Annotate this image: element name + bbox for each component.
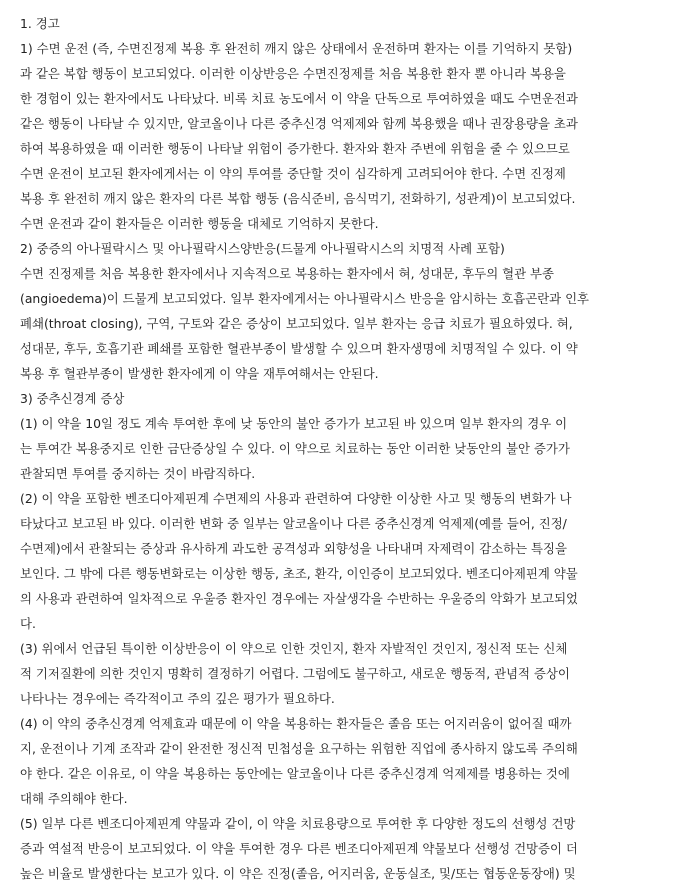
text-line: 과 같은 복합 행동이 보고되었다. 이러한 이상반응은 수면진정제를 처음 복용한 환자 뿐 아니라 복용을 bbox=[20, 66, 566, 81]
text-line: (5) 일부 다른 벤조디아제핀계 약물과 같이, 이 약을 치료용량으로 투여한 후 다양한 정도의 선행성 건망 bbox=[20, 816, 576, 831]
text-line: 는 투여간 복용중지로 인한 금단증상일 수 있다. 이 약으로 치료하는 동안 이러한 낮동안의 불안 증가가 bbox=[20, 441, 570, 456]
text-line: 성대문, 후두, 호흡기관 폐쇄를 포함한 혈관부종이 발생할 수 있으며 환자생명에 치명적일 수 있다. 이 약 bbox=[20, 341, 578, 356]
text-line: 타났다고 보고된 바 있다. 이러한 변화 중 일부는 알코올이나 다른 중추신경계 억제제(예를 들어, 진정/ bbox=[20, 516, 567, 531]
text-line: 1. 경고 bbox=[20, 16, 60, 31]
text-line: 보인다. 그 밖에 다른 행동변화로는 이상한 행동, 초조, 환각, 이인증이 보고되었다. 벤조디아제핀계 약물 bbox=[20, 566, 578, 581]
text-line: 나타나는 경우에는 즉각적이고 주의 깊은 평가가 필요하다. bbox=[20, 691, 335, 706]
text-line: 하여 복용하였을 때 이러한 행동이 나타날 위험이 증가한다. 환자와 환자 주변에 위험을 줄 수 있으므로 bbox=[20, 141, 570, 156]
text-line: 지, 운전이나 기계 조작과 같이 완전한 정신적 민첩성을 요구하는 위험한 직업에 종사하지 않도록 주의해 bbox=[20, 741, 578, 756]
text-line: (2) 이 약을 포함한 벤조디아제핀계 수면제의 사용과 관련하여 다양한 이상한 사고 및 행동의 변화가 나 bbox=[20, 491, 572, 506]
text-line: 증과 역설적 반응이 보고되었다. 이 약을 투여한 경우 다른 벤조디아제핀계 약물보다 선행성 건망증이 더 bbox=[20, 841, 578, 856]
text-line: (4) 이 약의 중추신경계 억제효과 때문에 이 약을 복용하는 환자들은 졸음 또는 어지러움이 없어질 때까 bbox=[20, 716, 572, 731]
text-line: 한 경험이 있는 환자에서도 나타났다. 비록 치료 농도에서 이 약을 단독으로 투여하였을 때도 수면운전과 bbox=[20, 91, 578, 106]
text-line: (angioedema)이 드물게 보고되었다. 일부 환자에게서는 아나필락시스 반응을 암시하는 호흡곤란과 인후 bbox=[20, 291, 590, 306]
text-line: 폐쇄(throat closing), 구역, 구토와 같은 증상이 보고되었다. 일부 환자는 응급 치료가 필요하였다. 혀, bbox=[20, 316, 573, 331]
text-line: 높은 비율로 발생한다는 보고가 있다. 이 약은 진정(졸음, 어지러움, 운동실조, 및/또는 협동운동장애) 및 bbox=[20, 866, 576, 881]
text-line: 관찰되면 투여를 중지하는 것이 바람직하다. bbox=[20, 466, 256, 481]
text-line: 야 한다. 같은 이유로, 이 약을 복용하는 동안에는 알코올이나 다른 중추신경계 억제제를 병용하는 것에 bbox=[20, 766, 570, 781]
text-line: 다. bbox=[20, 616, 36, 631]
text-line: 수면 운전이 보고된 환자에게서는 이 약의 투여를 중단할 것이 심각하게 고려되어야 한다. 수면 진정제 bbox=[20, 166, 566, 181]
text-line: 의 사용과 관련하여 일차적으로 우울증 환자인 경우에는 자살생각을 수반하는 우울증의 악화가 보고되었 bbox=[20, 591, 579, 606]
text-line: 복용 후 혈관부종이 발생한 환자에게 이 약을 재투여해서는 안된다. bbox=[20, 366, 379, 381]
text-line: (1) 이 약을 10일 정도 계속 투여한 후에 낮 동안의 불안 증가가 보고된 바 있으며 일부 환자의 경우 이 bbox=[20, 416, 568, 431]
text-line: 수면제)에서 관찰되는 증상과 유사하게 과도한 공격성과 외향성을 나타내며 자제력이 감소하는 특징을 bbox=[20, 541, 567, 556]
text-line: 대해 주의해야 한다. bbox=[20, 791, 128, 806]
text-line: 3) 중추신경계 증상 bbox=[20, 391, 125, 406]
text-line: 같은 행동이 나타날 수 있지만, 알코올이나 다른 중추신경 억제제와 함께 복용했을 때나 권장용량을 초과 bbox=[20, 116, 578, 131]
text-line: 수면 운전과 같이 환자들은 이러한 행동을 대체로 기억하지 못한다. bbox=[20, 216, 379, 231]
text-line: 1) 수면 운전 (즉, 수면진정제 복용 후 완전히 깨지 않은 상태에서 운전하며 환자는 이를 기억하지 못함) bbox=[20, 41, 573, 56]
text-line: (3) 위에서 언급된 특이한 이상반응이 이 약으로 인한 것인지, 환자 자발적인 것인지, 정신적 또는 신체 bbox=[20, 641, 568, 656]
text-line: 2) 중증의 아나필락시스 및 아나필락시스양반응(드물게 아나필락시스의 치명적 사례 포함) bbox=[20, 241, 505, 256]
text-line: 수면 진정제를 처음 복용한 환자에서나 지속적으로 복용하는 환자에서 혀, 성대문, 후두의 혈관 부종 bbox=[20, 266, 554, 281]
text-line: 복용 후 완전히 깨지 않은 환자의 다른 복합 행동 (음식준비, 음식먹기, 전화하기, 성관계)이 보고되었다. bbox=[20, 191, 576, 206]
text-line: 적 기저질환에 의한 것인지 명확히 결정하기 어렵다. 그럼에도 불구하고, 새로운 행동적, 관념적 증상이 bbox=[20, 666, 570, 681]
